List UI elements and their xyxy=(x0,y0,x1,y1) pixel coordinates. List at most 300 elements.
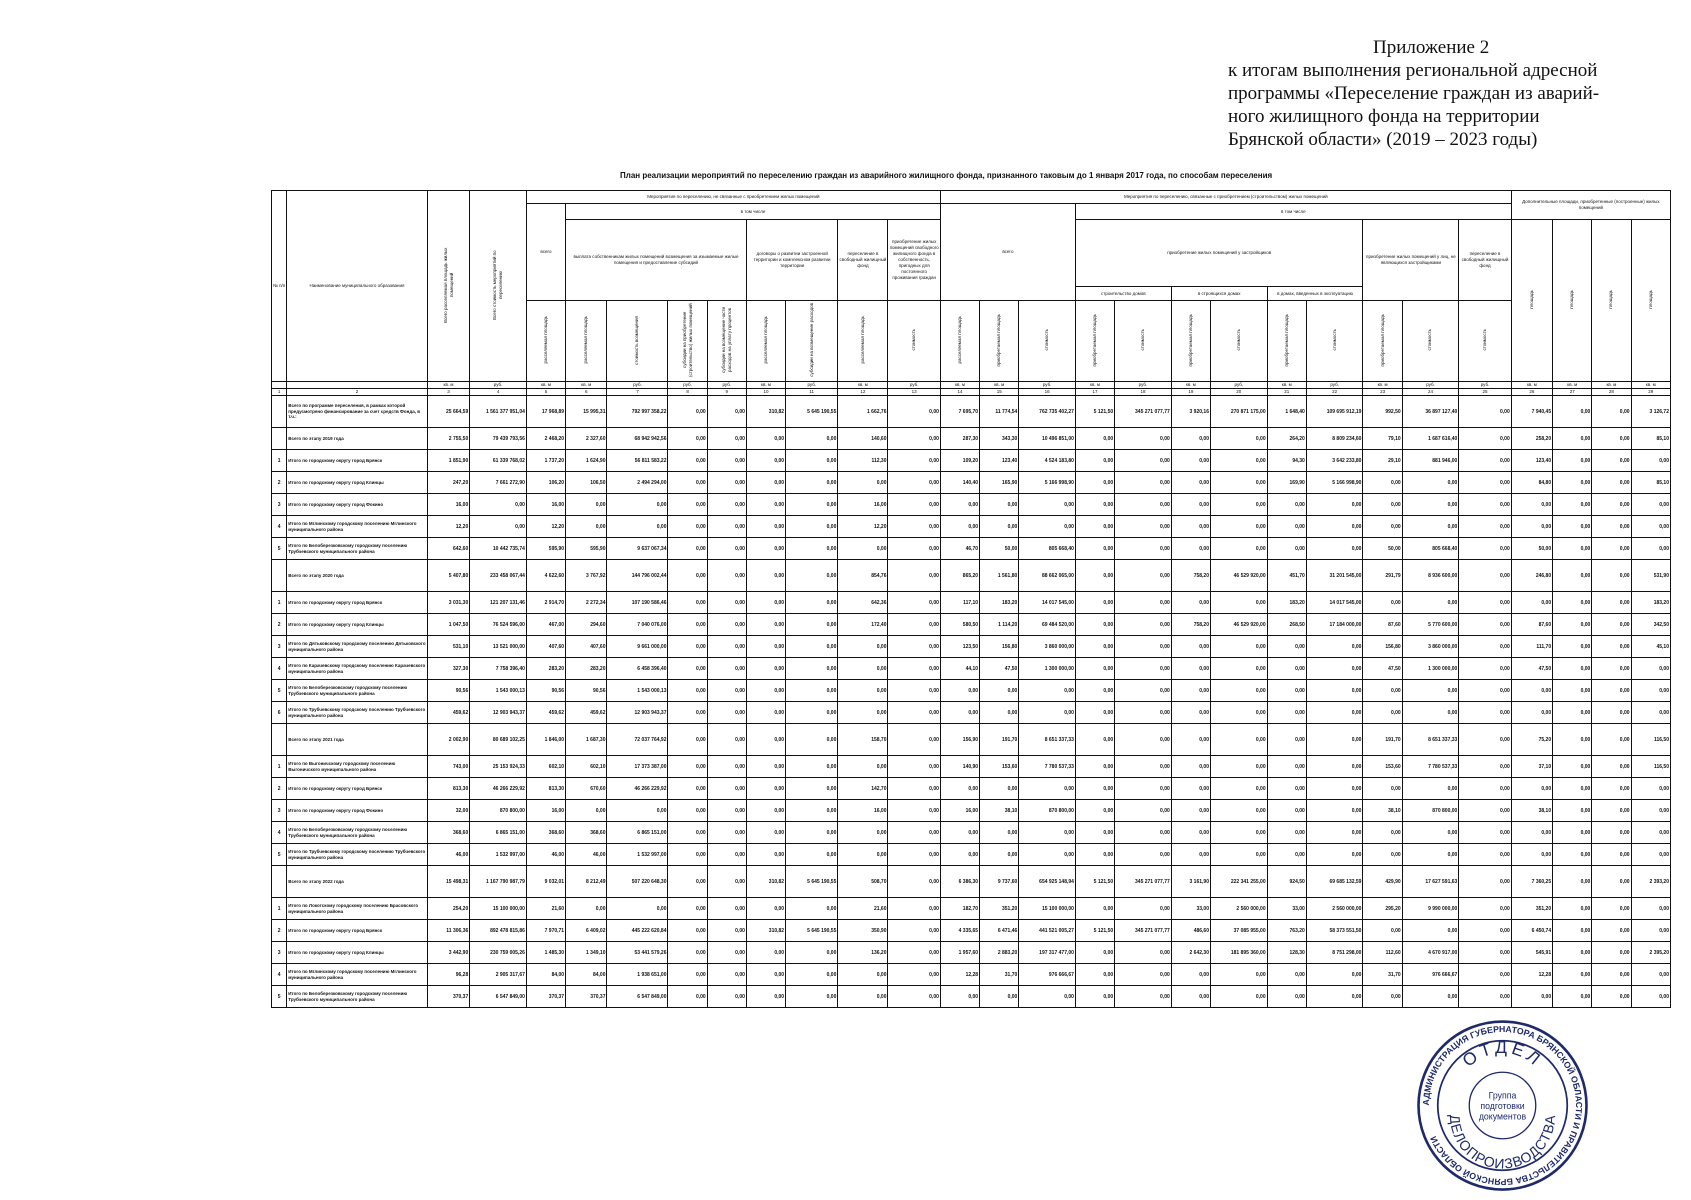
value-cell: 0,00 xyxy=(1115,702,1172,724)
table-row xyxy=(272,538,1671,560)
value-cell: 0,00 xyxy=(1592,636,1631,658)
value-cell: 0,00 xyxy=(1459,472,1511,494)
value-cell: 0,00 xyxy=(746,942,785,964)
value-cell: 5 770 600,00 xyxy=(1402,614,1459,636)
value-cell: 6 471,46 xyxy=(980,920,1019,942)
table-row xyxy=(272,680,1671,702)
value-cell: 0,00 xyxy=(786,428,838,450)
value-cell: 0,00 xyxy=(1210,800,1267,822)
value-cell: 0,00 xyxy=(1171,680,1210,702)
row-number: 5 xyxy=(272,986,287,1008)
value-cell: 0,00 xyxy=(1115,724,1172,756)
value-cell: 0,00 xyxy=(1075,756,1114,778)
value-cell: 0,00 xyxy=(786,756,838,778)
value-cell: 3 442,90 xyxy=(427,942,469,964)
value-cell: 0,00 xyxy=(707,538,746,560)
value-cell: 580,50 xyxy=(940,614,979,636)
value-cell: 445 222 620,84 xyxy=(607,920,668,942)
value-cell: 6 409,02 xyxy=(566,920,607,942)
value-cell: 0,00 xyxy=(1267,844,1306,866)
sub-col-10: расселяемая площадь xyxy=(746,301,785,382)
value-cell: 0,00 xyxy=(888,592,940,614)
value-cell: 1 532 997,00 xyxy=(470,844,527,866)
table-row xyxy=(272,396,1671,428)
value-cell: 6 450,74 xyxy=(1511,920,1552,942)
value-cell: 892 478 815,86 xyxy=(470,920,527,942)
value-cell: 0,00 xyxy=(980,822,1019,844)
value-cell: 0,00 xyxy=(1553,898,1592,920)
value-cell: 123,40 xyxy=(1511,450,1552,472)
value-cell: 0,00 xyxy=(668,636,707,658)
value-cell: 0,00 xyxy=(607,494,668,516)
appendix-header xyxy=(1228,36,1628,151)
value-cell: 0,00 xyxy=(668,702,707,724)
value-cell: 294,60 xyxy=(566,614,607,636)
value-cell: 0,00 xyxy=(1306,986,1363,1008)
value-cell: 6 458 396,40 xyxy=(607,658,668,680)
table-row xyxy=(272,658,1671,680)
value-cell: 0,00 xyxy=(1267,494,1306,516)
plan-title: План реализации мероприятий по переселению граждан из аварийного жилищного фонда, признанного таковым до 1 января 2017 года, по способам переселения xyxy=(620,171,1273,180)
value-cell: 17 184 000,00 xyxy=(1306,614,1363,636)
value-cell: 0,00 xyxy=(1075,516,1114,538)
purchase-others-header: приобретение жилых помещений у лиц, не являющихся застройщиками xyxy=(1363,220,1459,301)
value-cell: 0,00 xyxy=(1019,778,1076,800)
colnum-cell-9: 9 xyxy=(707,389,746,396)
value-cell: 90,56 xyxy=(526,680,565,702)
colnum-cell-14: 14 xyxy=(940,389,979,396)
value-cell: 0,00 xyxy=(888,702,940,724)
value-cell: 0,00 xyxy=(786,964,838,986)
value-cell: 12 903 943,37 xyxy=(607,702,668,724)
row-number: 3 xyxy=(272,494,287,516)
value-cell: 191,70 xyxy=(1363,724,1402,756)
value-cell: 370,37 xyxy=(566,986,607,1008)
value-cell: 0,00 xyxy=(746,450,785,472)
row-number: 1 xyxy=(272,592,287,614)
value-cell: 112,60 xyxy=(1363,942,1402,964)
value-cell: 0,00 xyxy=(1115,636,1172,658)
value-cell: 68 942 942,56 xyxy=(607,428,668,450)
value-cell: 61 339 768,02 xyxy=(470,450,527,472)
value-cell: 0,00 xyxy=(1511,844,1552,866)
value-cell: 0,00 xyxy=(1075,822,1114,844)
value-cell: 12,20 xyxy=(838,516,888,538)
value-cell: 0,00 xyxy=(1267,822,1306,844)
value-cell: 0,00 xyxy=(1592,516,1631,538)
value-cell: 368,60 xyxy=(427,822,469,844)
colnum-cell-20: 20 xyxy=(1210,389,1267,396)
value-cell: 0,00 xyxy=(888,898,940,920)
value-cell: 0,00 xyxy=(1459,450,1511,472)
value-cell: 0,00 xyxy=(1553,636,1592,658)
value-cell: 0,00 xyxy=(746,986,785,1008)
municipality-name: Итого по городскому округу город Брянск xyxy=(287,778,428,800)
colnum-cell-2: 2 xyxy=(287,389,428,396)
value-cell: 0,00 xyxy=(1553,866,1592,898)
value-cell: 0,00 xyxy=(1553,822,1592,844)
value-cell: 0,00 xyxy=(1511,986,1552,1008)
value-cell: 5 121,50 xyxy=(1075,396,1114,428)
value-cell: 459,62 xyxy=(427,702,469,724)
value-cell: 459,62 xyxy=(526,702,565,724)
sub-col-7: стоимость возмещения xyxy=(607,301,668,382)
value-cell: 0,00 xyxy=(1402,494,1459,516)
construction-header: строительство домов xyxy=(1075,287,1171,301)
value-cell: 0,00 xyxy=(668,920,707,942)
value-cell: 106,20 xyxy=(526,472,565,494)
value-cell: 467,00 xyxy=(526,614,565,636)
value-cell: 0,00 xyxy=(1267,538,1306,560)
sub-col-11: субсидии на возмещение расходов xyxy=(786,301,838,382)
value-cell: 2 327,60 xyxy=(566,428,607,450)
value-cell: 1 300 000,00 xyxy=(1019,658,1076,680)
value-cell: 0,00 xyxy=(1592,702,1631,724)
value-cell: 758,20 xyxy=(1171,560,1210,592)
value-cell: 0,00 xyxy=(838,964,888,986)
value-cell: 0,00 xyxy=(1075,986,1114,1008)
value-cell: 3 767,92 xyxy=(566,560,607,592)
value-cell: 0,00 xyxy=(1631,920,1670,942)
table-row xyxy=(272,494,1671,516)
value-cell: 0,00 xyxy=(707,822,746,844)
value-cell: 90,56 xyxy=(427,680,469,702)
value-cell: 46,00 xyxy=(526,844,565,866)
value-cell: 0,00 xyxy=(1553,614,1592,636)
add-col-27-header: площадь xyxy=(1553,220,1592,382)
buyout-header: выплата собственникам жилых помещений возмещения за изымаемые жилые помещения и предоставление субсидий xyxy=(566,220,747,301)
value-cell: 0,00 xyxy=(1210,538,1267,560)
municipality-name: Всего по этапу 2022 года xyxy=(287,866,428,898)
value-cell: 0,00 xyxy=(980,702,1019,724)
value-cell: 0,00 xyxy=(707,680,746,702)
value-cell: 106,50 xyxy=(566,472,607,494)
value-cell: 0,00 xyxy=(1115,592,1172,614)
value-cell: 0,00 xyxy=(1459,898,1511,920)
g1-incl-header: в том числе xyxy=(566,204,941,220)
value-cell: 0,00 xyxy=(1459,680,1511,702)
value-cell: 0,00 xyxy=(707,658,746,680)
value-cell: 0,00 xyxy=(746,756,785,778)
unit-cell-11: руб. xyxy=(786,382,838,389)
stamp-center-2: подготовки xyxy=(1480,1101,1525,1111)
value-cell: 53 441 579,26 xyxy=(607,942,668,964)
value-cell: 0,00 xyxy=(746,472,785,494)
row-number: 2 xyxy=(272,778,287,800)
value-cell: 0,00 xyxy=(1592,592,1631,614)
value-cell: 310,82 xyxy=(746,866,785,898)
value-cell: 10 496 851,00 xyxy=(1019,428,1076,450)
row-number: 4 xyxy=(272,658,287,680)
value-cell: 0,00 xyxy=(838,702,888,724)
value-cell: 0,00 xyxy=(1592,778,1631,800)
value-cell: 0,00 xyxy=(838,844,888,866)
colnum-cell-1: 1 xyxy=(272,389,287,396)
value-cell: 0,00 xyxy=(786,538,838,560)
value-cell: 47,50 xyxy=(1511,658,1552,680)
value-cell: 0,00 xyxy=(786,778,838,800)
value-cell: 7 940,45 xyxy=(1511,396,1552,428)
value-cell: 0,00 xyxy=(1306,702,1363,724)
value-cell: 0,00 xyxy=(1267,516,1306,538)
value-cell: 1 047,50 xyxy=(427,614,469,636)
value-cell: 595,90 xyxy=(526,538,565,560)
value-cell: 47,50 xyxy=(980,658,1019,680)
value-cell: 0,00 xyxy=(786,614,838,636)
value-cell: 368,60 xyxy=(566,822,607,844)
value-cell: 1 938 651,00 xyxy=(607,964,668,986)
unit-cell-1 xyxy=(272,382,287,389)
value-cell: 128,30 xyxy=(1267,942,1306,964)
value-cell: 350,90 xyxy=(838,920,888,942)
value-cell: 0,00 xyxy=(888,396,940,428)
value-cell: 0,00 xyxy=(838,658,888,680)
value-cell: 84,00 xyxy=(566,964,607,986)
value-cell: 0,00 xyxy=(1631,898,1670,920)
g2-incl-header: в том числе xyxy=(1075,204,1511,220)
value-cell: 451,70 xyxy=(1267,560,1306,592)
value-cell: 813,30 xyxy=(427,778,469,800)
value-cell: 136,20 xyxy=(838,942,888,964)
value-cell: 156,80 xyxy=(1363,636,1402,658)
value-cell: 1 662,76 xyxy=(838,396,888,428)
value-cell: 0,00 xyxy=(1402,778,1459,800)
value-cell: 44,10 xyxy=(940,658,979,680)
value-cell: 0,00 xyxy=(1459,636,1511,658)
value-cell: 0,00 xyxy=(1459,920,1511,942)
value-cell: 0,00 xyxy=(1075,680,1114,702)
value-cell: 0,00 xyxy=(888,658,940,680)
value-cell: 508,70 xyxy=(838,866,888,898)
value-cell: 107 190 586,46 xyxy=(607,592,668,614)
value-cell: 0,00 xyxy=(1075,614,1114,636)
value-cell: 0,00 xyxy=(1171,494,1210,516)
value-cell: 0,00 xyxy=(1363,680,1402,702)
value-cell: 0,00 xyxy=(940,680,979,702)
value-cell: 0,00 xyxy=(1363,822,1402,844)
value-cell: 0,00 xyxy=(746,658,785,680)
colnum-cell-29: 29 xyxy=(1631,389,1670,396)
table-row xyxy=(272,428,1671,450)
stamp-arc-top: ОТДЕЛ xyxy=(1458,1036,1547,1071)
value-cell: 0,00 xyxy=(786,800,838,822)
value-cell: 0,00 xyxy=(1019,702,1076,724)
value-cell: 0,00 xyxy=(1115,986,1172,1008)
value-cell: 429,90 xyxy=(1363,866,1402,898)
value-cell: 8 651 337,33 xyxy=(1019,724,1076,756)
value-cell: 0,00 xyxy=(1459,778,1511,800)
value-cell: 0,00 xyxy=(607,898,668,920)
value-cell: 0,00 xyxy=(888,472,940,494)
value-cell: 0,00 xyxy=(746,680,785,702)
colnum-cell-3: 3 xyxy=(427,389,469,396)
value-cell: 0,00 xyxy=(1171,538,1210,560)
value-cell: 0,00 xyxy=(1553,702,1592,724)
municipality-name: Всего по этапу 2020 года xyxy=(287,560,428,592)
value-cell: 0,00 xyxy=(1553,592,1592,614)
value-cell: 0,00 xyxy=(1019,986,1076,1008)
value-cell: 37 085 955,00 xyxy=(1210,920,1267,942)
value-cell: 1 114,20 xyxy=(980,614,1019,636)
value-cell: 0,00 xyxy=(707,756,746,778)
value-cell: 0,00 xyxy=(1115,778,1172,800)
colnum-cell-16: 16 xyxy=(1019,389,1076,396)
unit-cell-28: кв. м xyxy=(1592,382,1631,389)
value-cell: 38,10 xyxy=(1511,800,1552,822)
value-cell: 351,20 xyxy=(1511,898,1552,920)
value-cell: 0,00 xyxy=(1363,494,1402,516)
value-cell: 670,60 xyxy=(566,778,607,800)
value-cell: 183,20 xyxy=(980,592,1019,614)
value-cell: 7 661 272,90 xyxy=(470,472,527,494)
value-cell: 0,00 xyxy=(1210,450,1267,472)
appendix-line-5: Брянской области» (2019 – 2023 годы) xyxy=(1228,129,1538,150)
value-cell: 368,60 xyxy=(526,822,565,844)
value-cell: 441 521 005,27 xyxy=(1019,920,1076,942)
value-cell: 1 624,90 xyxy=(566,450,607,472)
value-cell: 264,20 xyxy=(1267,428,1306,450)
value-cell: 5 645 190,55 xyxy=(786,396,838,428)
table-row xyxy=(272,472,1671,494)
value-cell: 0,00 xyxy=(566,516,607,538)
value-cell: 545,91 xyxy=(1511,942,1552,964)
value-cell: 343,30 xyxy=(980,428,1019,450)
value-cell: 0,00 xyxy=(1592,756,1631,778)
value-cell: 0,00 xyxy=(1592,494,1631,516)
value-cell: 268,50 xyxy=(1267,614,1306,636)
value-cell: 0,00 xyxy=(1631,778,1670,800)
value-cell: 46,70 xyxy=(940,538,979,560)
value-cell: 0,00 xyxy=(786,822,838,844)
group-purchase-header: Мероприятия по переселению, связанные с приобретением (строительством) жилых помещений xyxy=(940,191,1511,204)
column-numbers-row xyxy=(272,389,1671,396)
value-cell: 0,00 xyxy=(888,800,940,822)
value-cell: 0,00 xyxy=(1210,756,1267,778)
value-cell: 0,00 xyxy=(1210,702,1267,724)
value-cell: 0,00 xyxy=(888,724,940,756)
value-cell: 0,00 xyxy=(668,964,707,986)
value-cell: 5 645 190,55 xyxy=(786,866,838,898)
unit-cell-26: кв. м xyxy=(1511,382,1552,389)
value-cell: 0,00 xyxy=(1115,898,1172,920)
row-number: 5 xyxy=(272,844,287,866)
value-cell: 0,00 xyxy=(707,428,746,450)
value-cell: 0,00 xyxy=(888,942,940,964)
value-cell: 0,00 xyxy=(1171,472,1210,494)
unit-cell-18: руб. xyxy=(1115,382,1172,389)
value-cell: 21,60 xyxy=(526,898,565,920)
value-cell: 0,00 xyxy=(786,592,838,614)
value-cell: 0,00 xyxy=(1306,538,1363,560)
value-cell: 924,50 xyxy=(1267,866,1306,898)
value-cell: 0,00 xyxy=(1592,680,1631,702)
value-cell: 0,00 xyxy=(1075,724,1114,756)
value-cell: 12,28 xyxy=(1511,964,1552,986)
value-cell: 0,00 xyxy=(1511,778,1552,800)
row-number: 4 xyxy=(272,516,287,538)
municipality-name: Итого по городскому округу город Фокино xyxy=(287,494,428,516)
value-cell: 2 883,20 xyxy=(980,942,1019,964)
value-cell: 1 543 000,13 xyxy=(470,680,527,702)
commissioned-header: в домах, введенных в эксплуатацию xyxy=(1267,287,1363,301)
value-cell: 1 957,60 xyxy=(940,942,979,964)
value-cell: 33,00 xyxy=(1171,898,1210,920)
value-cell: 85,10 xyxy=(1631,428,1670,450)
value-cell: 0,00 xyxy=(707,844,746,866)
value-cell: 0,00 xyxy=(668,450,707,472)
value-cell: 0,00 xyxy=(980,844,1019,866)
table-row xyxy=(272,592,1671,614)
value-cell: 1 349,10 xyxy=(566,942,607,964)
value-cell: 5 407,80 xyxy=(427,560,469,592)
value-cell: 14 017 545,00 xyxy=(1306,592,1363,614)
colnum-cell-18: 18 xyxy=(1115,389,1172,396)
value-cell: 7 695,70 xyxy=(940,396,979,428)
value-cell: 0,00 xyxy=(1171,450,1210,472)
value-cell: 0,00 xyxy=(1075,592,1114,614)
value-cell: 0,00 xyxy=(1171,778,1210,800)
value-cell: 47,50 xyxy=(1363,658,1402,680)
value-cell: 1 737,20 xyxy=(526,450,565,472)
unit-cell-3: кв. м xyxy=(427,382,469,389)
municipality-name: Итого по городскому округу город Клинцы xyxy=(287,472,428,494)
value-cell: 0,00 xyxy=(1210,592,1267,614)
value-cell: 0,00 xyxy=(888,756,940,778)
value-cell: 84,00 xyxy=(526,964,565,986)
municipality-name: Итого по Трубчевскому городскому поселению Трубчевского муниципального района xyxy=(287,844,428,866)
value-cell: 0,00 xyxy=(1402,680,1459,702)
value-cell: 1 687 616,40 xyxy=(1402,428,1459,450)
sub-col-20: стоимость xyxy=(1210,301,1267,382)
unit-cell-15: кв. м xyxy=(980,382,1019,389)
value-cell: 345 271 077,77 xyxy=(1115,866,1172,898)
value-cell: 0,00 xyxy=(888,516,940,538)
value-cell: 0,00 xyxy=(1267,756,1306,778)
value-cell: 112,30 xyxy=(838,450,888,472)
value-cell: 342,50 xyxy=(1631,614,1670,636)
value-cell: 0,00 xyxy=(1553,942,1592,964)
col-total-cost-header: Всего стоимость мероприятий по переселению xyxy=(470,191,527,382)
value-cell: 109,20 xyxy=(940,450,979,472)
value-cell: 0,00 xyxy=(1402,920,1459,942)
value-cell: 3 860 000,00 xyxy=(1019,636,1076,658)
unit-cell-25: руб. xyxy=(1459,382,1511,389)
value-cell: 0,00 xyxy=(707,614,746,636)
value-cell: 31,70 xyxy=(1363,964,1402,986)
value-cell: 0,00 xyxy=(1631,494,1670,516)
sub-col-17: приобретаемая площадь xyxy=(1075,301,1114,382)
value-cell: 0,00 xyxy=(1115,472,1172,494)
value-cell: 46 529 920,00 xyxy=(1210,560,1267,592)
value-cell: 762 735 402,27 xyxy=(1019,396,1076,428)
value-cell: 90,56 xyxy=(566,680,607,702)
row-number xyxy=(272,866,287,898)
value-cell: 32,00 xyxy=(427,800,469,822)
value-cell: 805 668,40 xyxy=(1019,538,1076,560)
value-cell: 310,82 xyxy=(746,396,785,428)
appendix-line-4: ного жилищного фонда на территории xyxy=(1228,106,1540,127)
value-cell: 0,00 xyxy=(1553,920,1592,942)
value-cell: 407,60 xyxy=(526,636,565,658)
value-cell: 142,70 xyxy=(838,778,888,800)
value-cell: 0,00 xyxy=(1267,680,1306,702)
value-cell: 0,00 xyxy=(746,702,785,724)
unit-cell-24: руб. xyxy=(1402,382,1459,389)
municipality-name: Итого по Белоберезковскому городскому поселению Трубчевского муниципального района xyxy=(287,538,428,560)
value-cell: 2 272,34 xyxy=(566,592,607,614)
row-number: 6 xyxy=(272,702,287,724)
sub-col-18: стоимость xyxy=(1115,301,1172,382)
